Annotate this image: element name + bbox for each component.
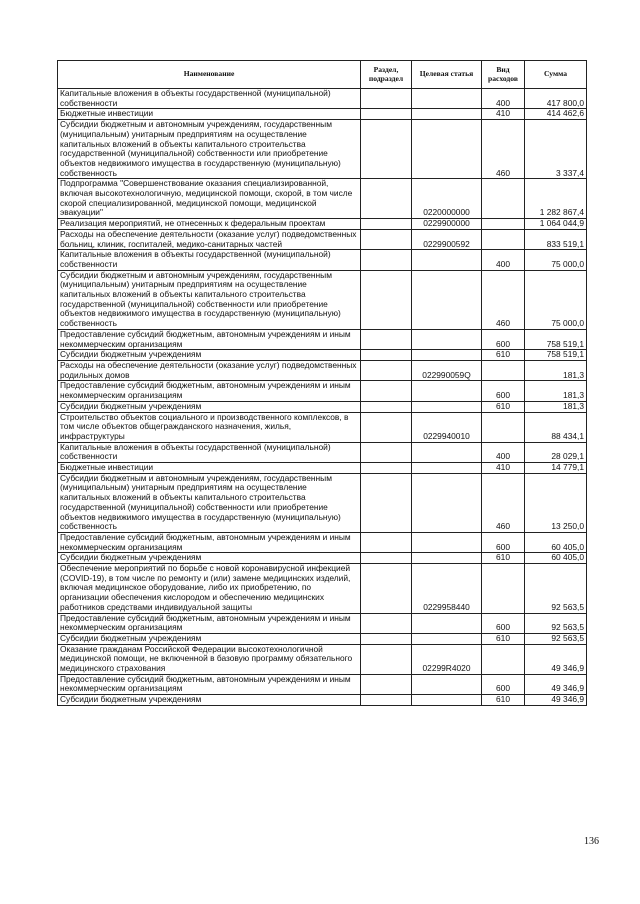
row-name-cell: Субсидии бюджетным учреждениям — [58, 633, 361, 644]
row-section-cell — [361, 250, 412, 270]
row-section-cell — [361, 329, 412, 349]
row-kind-cell: 610 — [482, 695, 525, 706]
table-row — [58, 350, 587, 361]
table-row — [58, 360, 587, 380]
header-section: Раздел, подраздел — [361, 61, 412, 89]
row-section-cell — [361, 179, 412, 219]
table-row — [58, 695, 587, 706]
row-sum-cell: 60 405,0 — [525, 553, 587, 564]
row-kind-cell: 610 — [482, 553, 525, 564]
row-name-cell: Субсидии бюджетным учреждениям — [58, 695, 361, 706]
row-target-cell: 0229900592 — [412, 229, 482, 249]
header-sum: Сумма — [525, 61, 587, 89]
row-target-cell — [412, 109, 482, 120]
row-kind-cell: 400 — [482, 250, 525, 270]
row-section-cell — [361, 109, 412, 120]
row-target-cell — [412, 250, 482, 270]
row-section-cell — [361, 695, 412, 706]
row-section-cell — [361, 412, 412, 442]
row-sum-cell: 1 064 044,9 — [525, 219, 587, 230]
row-sum-cell: 3 337,4 — [525, 120, 587, 179]
row-sum-cell: 75 000,0 — [525, 270, 587, 329]
row-target-cell — [412, 350, 482, 361]
row-kind-cell: 610 — [482, 401, 525, 412]
table-row — [58, 633, 587, 644]
row-kind-cell: 600 — [482, 613, 525, 633]
row-sum-cell: 13 250,0 — [525, 473, 587, 532]
row-target-cell: 0229940010 — [412, 412, 482, 442]
row-section-cell — [361, 564, 412, 614]
row-kind-cell: 460 — [482, 270, 525, 329]
row-name-cell: Расходы на обеспечение деятельности (оказание услуг) подведомственных больниц, клиник, госпиталей, медико-санитарных частей — [58, 229, 361, 249]
row-sum-cell: 758 519,1 — [525, 350, 587, 361]
row-name-cell: Расходы на обеспечение деятельности (оказание услуг) подведомственных родильных домов — [58, 360, 361, 380]
row-kind-cell — [482, 412, 525, 442]
row-section-cell — [361, 674, 412, 694]
row-name-cell: Подпрограмма "Совершенствование оказания специализированной, включая высокотехнологичную, медицинской помощи, скорой, в том числе скорой специализированной, медицинской помощи, медицинской эвакуации" — [58, 179, 361, 219]
row-sum-cell: 181,3 — [525, 401, 587, 412]
row-section-cell — [361, 360, 412, 380]
row-section-cell — [361, 473, 412, 532]
table-row — [58, 250, 587, 270]
row-sum-cell: 60 405,0 — [525, 532, 587, 552]
table-row — [58, 329, 587, 349]
row-target-cell — [412, 695, 482, 706]
row-section-cell — [361, 120, 412, 179]
row-name-cell: Предоставление субсидий бюджетным, автономным учреждениям и иным некоммерческим организациям — [58, 613, 361, 633]
row-name-cell: Реализация мероприятий, не отнесенных к федеральным проектам — [58, 219, 361, 230]
row-target-cell — [412, 613, 482, 633]
table-row — [58, 442, 587, 462]
row-kind-cell — [482, 644, 525, 674]
row-section-cell — [361, 381, 412, 401]
table-row — [58, 613, 587, 633]
budget-table — [57, 60, 587, 706]
row-sum-cell: 1 282 867,4 — [525, 179, 587, 219]
row-target-cell — [412, 674, 482, 694]
row-section-cell — [361, 350, 412, 361]
header-name: Наименование — [58, 61, 361, 89]
table-row — [58, 412, 587, 442]
row-kind-cell — [482, 219, 525, 230]
row-section-cell — [361, 553, 412, 564]
row-kind-cell — [482, 229, 525, 249]
row-sum-cell: 14 779,1 — [525, 463, 587, 474]
table-row — [58, 120, 587, 179]
header-kind: Вид расходов — [482, 61, 525, 89]
row-sum-cell: 49 346,9 — [525, 695, 587, 706]
row-sum-cell: 833 519,1 — [525, 229, 587, 249]
row-name-cell: Субсидии бюджетным и автономным учреждениям, государственным (муниципальным) унитарным предприятиям на осуществление капитальных вложений в объекты капитального строительства государственной (муниципальной) собственности или приобретение объектов недвижимого имущества в государственную (муниципальную) собственность — [58, 473, 361, 532]
row-name-cell: Субсидии бюджетным и автономным учреждениям, государственным (муниципальным) унитарным предприятиям на осуществление капитальных вложений в объекты капитального строительства государственной (муниципальной) собственности или приобретение объектов недвижимого имущества в государственную (муниципальную) собственность — [58, 120, 361, 179]
row-section-cell — [361, 89, 412, 109]
row-name-cell: Капитальные вложения в объекты государственной (муниципальной) собственности — [58, 442, 361, 462]
row-section-cell — [361, 644, 412, 674]
row-kind-cell: 400 — [482, 89, 525, 109]
row-name-cell: Оказание гражданам Российской Федерации высокотехнологичной медицинской помощи, не включенной в базовую программу обязательного медицинского страхования — [58, 644, 361, 674]
table-row — [58, 270, 587, 329]
row-kind-cell: 410 — [482, 109, 525, 120]
row-section-cell — [361, 229, 412, 249]
row-sum-cell: 181,3 — [525, 381, 587, 401]
row-section-cell — [361, 442, 412, 462]
row-target-cell — [412, 270, 482, 329]
row-name-cell: Капитальные вложения в объекты государственной (муниципальной) собственности — [58, 250, 361, 270]
row-kind-cell: 610 — [482, 633, 525, 644]
row-name-cell: Предоставление субсидий бюджетным, автономным учреждениям и иным некоммерческим организациям — [58, 674, 361, 694]
budget-table-page — [57, 60, 586, 706]
row-section-cell — [361, 463, 412, 474]
row-sum-cell: 181,3 — [525, 360, 587, 380]
row-target-cell: 0220000000 — [412, 179, 482, 219]
row-target-cell — [412, 89, 482, 109]
row-section-cell — [361, 613, 412, 633]
row-section-cell — [361, 219, 412, 230]
row-name-cell: Обеспечение мероприятий по борьбе с новой коронавирусной инфекцией (COVID-19), в том числе по ремонту и (или) замене медицинских изделий, включая медицинское оборудование, либо их приобретению, по организации обеспечения кислородом и обеспечению медицинских работников средствами индивидуальной защиты — [58, 564, 361, 614]
table-row — [58, 473, 587, 532]
table-row — [58, 229, 587, 249]
row-target-cell — [412, 633, 482, 644]
row-kind-cell: 600 — [482, 532, 525, 552]
row-kind-cell: 600 — [482, 674, 525, 694]
row-target-cell: 0229958440 — [412, 564, 482, 614]
row-sum-cell: 88 434,1 — [525, 412, 587, 442]
row-target-cell: 02299R4020 — [412, 644, 482, 674]
row-name-cell: Капитальные вложения в объекты государственной (муниципальной) собственности — [58, 89, 361, 109]
row-sum-cell: 758 519,1 — [525, 329, 587, 349]
row-sum-cell: 414 462,6 — [525, 109, 587, 120]
row-sum-cell: 92 563,5 — [525, 564, 587, 614]
row-sum-cell: 49 346,9 — [525, 644, 587, 674]
row-name-cell: Строительство объектов социального и производственного комплексов, в том числе объектов общегражданского назначения, жилья, инфраструктуры — [58, 412, 361, 442]
row-name-cell: Бюджетные инвестиции — [58, 463, 361, 474]
row-target-cell — [412, 553, 482, 564]
table-row — [58, 463, 587, 474]
table-row — [58, 381, 587, 401]
row-kind-cell: 600 — [482, 329, 525, 349]
row-kind-cell — [482, 360, 525, 380]
row-section-cell — [361, 270, 412, 329]
row-section-cell — [361, 532, 412, 552]
row-target-cell — [412, 120, 482, 179]
table-row — [58, 89, 587, 109]
row-sum-cell: 28 029,1 — [525, 442, 587, 462]
table-row — [58, 553, 587, 564]
row-sum-cell: 92 563,5 — [525, 633, 587, 644]
table-row — [58, 401, 587, 412]
row-name-cell: Предоставление субсидий бюджетным, автономным учреждениям и иным некоммерческим организациям — [58, 329, 361, 349]
row-kind-cell: 460 — [482, 120, 525, 179]
table-header-row — [58, 61, 587, 89]
row-name-cell: Предоставление субсидий бюджетным, автономным учреждениям и иным некоммерческим организациям — [58, 532, 361, 552]
header-target: Целевая статья — [412, 61, 482, 89]
row-sum-cell: 49 346,9 — [525, 674, 587, 694]
table-row — [58, 179, 587, 219]
row-kind-cell: 460 — [482, 473, 525, 532]
row-kind-cell — [482, 564, 525, 614]
table-row — [58, 532, 587, 552]
table-row — [58, 674, 587, 694]
row-sum-cell: 417 800,0 — [525, 89, 587, 109]
page-number: 136 — [584, 836, 599, 847]
row-target-cell — [412, 532, 482, 552]
row-target-cell: 022990059Q — [412, 360, 482, 380]
row-kind-cell: 410 — [482, 463, 525, 474]
row-kind-cell: 400 — [482, 442, 525, 462]
row-sum-cell: 92 563,5 — [525, 613, 587, 633]
row-name-cell: Субсидии бюджетным учреждениям — [58, 553, 361, 564]
row-name-cell: Субсидии бюджетным учреждениям — [58, 401, 361, 412]
row-section-cell — [361, 401, 412, 412]
table-body — [58, 89, 587, 706]
row-target-cell — [412, 473, 482, 532]
row-target-cell — [412, 463, 482, 474]
row-kind-cell — [482, 179, 525, 219]
table-row — [58, 564, 587, 614]
row-name-cell: Предоставление субсидий бюджетным, автономным учреждениям и иным некоммерческим организациям — [58, 381, 361, 401]
table-row — [58, 109, 587, 120]
row-sum-cell: 75 000,0 — [525, 250, 587, 270]
row-target-cell: 0229900000 — [412, 219, 482, 230]
row-target-cell — [412, 401, 482, 412]
table-row — [58, 644, 587, 674]
row-kind-cell: 600 — [482, 381, 525, 401]
row-target-cell — [412, 381, 482, 401]
row-target-cell — [412, 329, 482, 349]
row-target-cell — [412, 442, 482, 462]
row-kind-cell: 610 — [482, 350, 525, 361]
row-name-cell: Бюджетные инвестиции — [58, 109, 361, 120]
row-section-cell — [361, 633, 412, 644]
row-name-cell: Субсидии бюджетным и автономным учреждениям, государственным (муниципальным) унитарным предприятиям на осуществление капитальных вложений в объекты капитального строительства государственной (муниципальной) собственности или приобретение объектов недвижимого имущества в государственную (муниципальную) собственность — [58, 270, 361, 329]
row-name-cell: Субсидии бюджетным учреждениям — [58, 350, 361, 361]
table-row — [58, 219, 587, 230]
